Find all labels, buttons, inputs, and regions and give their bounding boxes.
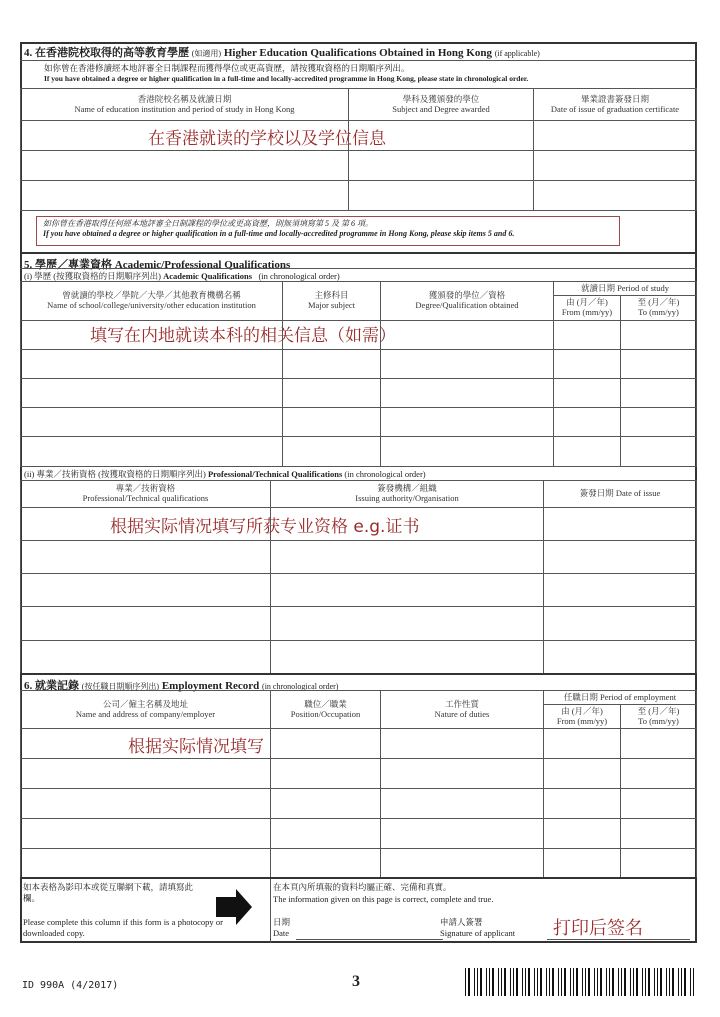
table-row xyxy=(21,408,697,437)
annotation-mainland-degree: 填写在内地就读本科的相关信息（如需） xyxy=(90,326,396,346)
table-row xyxy=(21,759,697,789)
signature-label-en: Signature of applicant xyxy=(440,928,516,939)
section-4-header: 4. 在香港院校取得的高等教育學歷 (如適用) Higher Education Qualifications Obtained in Hong Kong (if applicable) xyxy=(24,47,540,59)
table-row xyxy=(21,574,697,607)
page-number: 3 xyxy=(352,973,360,990)
professional-table: 專業／技術資格 Professional/Technical qualifications 簽發機構／組織 Issuing authority/Organisation 簽發日期 Date of issue xyxy=(20,480,697,674)
table-row xyxy=(21,789,697,819)
annotation-employment: 根据实际情况填写 xyxy=(128,737,264,757)
date-field[interactable] xyxy=(296,939,443,940)
signature-label-zh: 申請人簽署 xyxy=(440,917,483,927)
employment-table: 公司／僱主名稱及地址 Name and address of company/employer 職位／職業 Position/Occupation 工作性質 Nature of duties 任職日期 Period of employment 由 (月／年) From (mm/yy) 至 (月／年) To (mm/yy) xyxy=(20,690,697,878)
statement-en: The information given on this page is correct, complete and true. xyxy=(273,893,494,904)
section-5-i-label: (i) 學歷 (按獲取資格的日期順序列出) Academic Qualifications (in chronological order) xyxy=(20,268,697,281)
annotation-professional: 根据实际情况填写所获专业资格 e.g.证书 xyxy=(110,517,420,537)
table-row xyxy=(21,181,697,211)
col-header-institution: 香港院校名稱及就讀日期 Name of education institution and period of study in Hong Kong xyxy=(21,89,349,121)
table-row xyxy=(21,379,697,408)
table-row xyxy=(21,641,697,674)
col-header-subject: 學科及獲頒發的學位 Subject and Degree awarded xyxy=(349,89,534,121)
annotation-signature: 打印后签名 xyxy=(553,918,643,939)
section-4-intro: 如你曾在香港修讀經本地評審全日制課程而獲得學位或更高資歷，請按獲取資格的日期順序列出。 If you have obtained a degree or higher qualification in a full-time and locally-accredited programme in Hong Kong, please state in chronological order. xyxy=(20,60,697,88)
table-row xyxy=(21,541,697,574)
section-5-header: 5. 學歷／專業資格 Academic/Professional Qualifications xyxy=(20,252,697,268)
form-id: ID 990A (4/2017) xyxy=(22,980,119,991)
table-row xyxy=(21,607,697,641)
table-row xyxy=(21,849,697,878)
section-4-table xyxy=(20,88,697,211)
photocopy-note-zh: 如本表格為影印本或從互聯網下載，請填寫此欄。 xyxy=(23,882,194,904)
declaration-area xyxy=(20,877,697,943)
academic-table: 曾就讀的學校／學院／大學／其他教育機構名稱 Name of school/college/university/other education institution 主修科目 Major subject 獲頒發的學位／資格 Degree/Qualification obtained 就讀日期 Period of study 由 (月／年) From (mm/yy) 至 (月／年) To (mm/yy) xyxy=(20,281,697,467)
table-row xyxy=(21,350,697,379)
table-row xyxy=(21,437,697,467)
annotation-hk-school: 在香港就读的学校以及学位信息 xyxy=(148,129,386,149)
date-label-en: Date xyxy=(273,928,290,939)
barcode xyxy=(465,968,697,996)
arrow-right-icon xyxy=(216,889,252,925)
table-row xyxy=(21,729,697,759)
table-row xyxy=(21,151,697,181)
section-6-header: 6. 就業記錄 (按任職日期順序列出) Employment Record (in chronological order) xyxy=(20,673,697,690)
col-header-date: 畢業證書簽發日期 Date of issue of graduation certificate xyxy=(534,89,697,121)
photocopy-note-en: Please complete this column if this form is a photocopy or downloaded copy. xyxy=(23,917,223,939)
table-row xyxy=(21,819,697,849)
statement-zh: 在本頁內所填報的資料均屬正確、完備和真實。 xyxy=(273,882,452,892)
skip-notice: 如你曾在香港取得任何經本地評審全日制課程的學位或更高資歷，則無須填寫第 5 及 第 6 項。 If you have obtained a degree or higher qualification in a full-time and locally-accredited programme in Hong Kong, please skip items 5 and 6. xyxy=(36,216,620,246)
date-label-zh: 日期 xyxy=(273,917,291,927)
section-5-ii-label: (ii) 專業／技術資格 (按獲取資格的日期順序列出) Professional/Technical Qualifications (in chronological order) xyxy=(20,466,697,480)
